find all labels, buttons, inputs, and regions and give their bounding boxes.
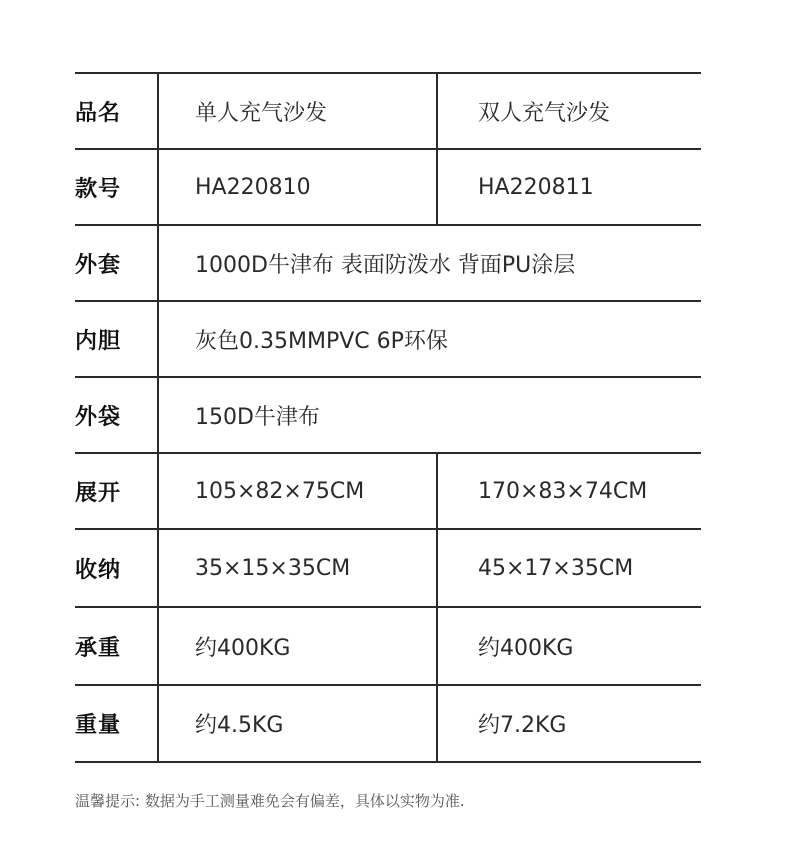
double-sofa-value: 45×17×35CM <box>478 555 634 581</box>
row-label: 内胆 <box>75 302 159 376</box>
row-label: 收纳 <box>75 530 159 606</box>
row-label: 展开 <box>75 454 159 528</box>
single-sofa-value: 约4.5KG <box>159 686 438 761</box>
table-row-outer-bag <box>75 378 701 454</box>
table-row-model-number <box>75 150 701 226</box>
table-row-inner-liner <box>75 302 701 378</box>
shared-value: 灰色0.35MMPVC 6P环保 <box>195 328 448 354</box>
single-sofa-value: HA220810 <box>159 150 438 224</box>
row-label: 品名 <box>75 74 159 148</box>
table-row-weight <box>75 686 701 763</box>
row-label: 款号 <box>75 150 159 224</box>
table-row-load-capacity <box>75 608 701 686</box>
table-row-outer-cover <box>75 226 701 302</box>
double-sofa-value: 约7.2KG <box>478 713 567 738</box>
double-sofa-value: 双人充气沙发 <box>478 100 611 126</box>
single-sofa-value: 105×82×75CM <box>159 454 438 528</box>
row-label: 外袋 <box>75 378 159 452</box>
single-sofa-value: 单人充气沙发 <box>159 74 438 148</box>
measurement-disclaimer: 温馨提示: 数据为手工测量难免会有偏差，具体以实物为准. <box>75 792 465 810</box>
double-sofa-value: 170×83×74CM <box>478 478 648 504</box>
single-sofa-value: 35×15×35CM <box>159 530 438 606</box>
row-label: 外套 <box>75 226 159 300</box>
double-sofa-value: HA220811 <box>478 174 594 200</box>
row-label: 承重 <box>75 608 159 684</box>
shared-value: 150D牛津布 <box>195 404 320 430</box>
table-row-product-name <box>75 74 701 150</box>
double-sofa-value: 约400KG <box>478 635 574 661</box>
spec-table <box>75 72 701 763</box>
row-label: 重量 <box>75 686 159 761</box>
table-row-unfolded-size <box>75 454 701 530</box>
table-row-storage-size <box>75 530 701 608</box>
single-sofa-value: 约400KG <box>159 608 438 684</box>
shared-value: 1000D牛津布 表面防泼水 背面PU涂层 <box>195 252 576 278</box>
